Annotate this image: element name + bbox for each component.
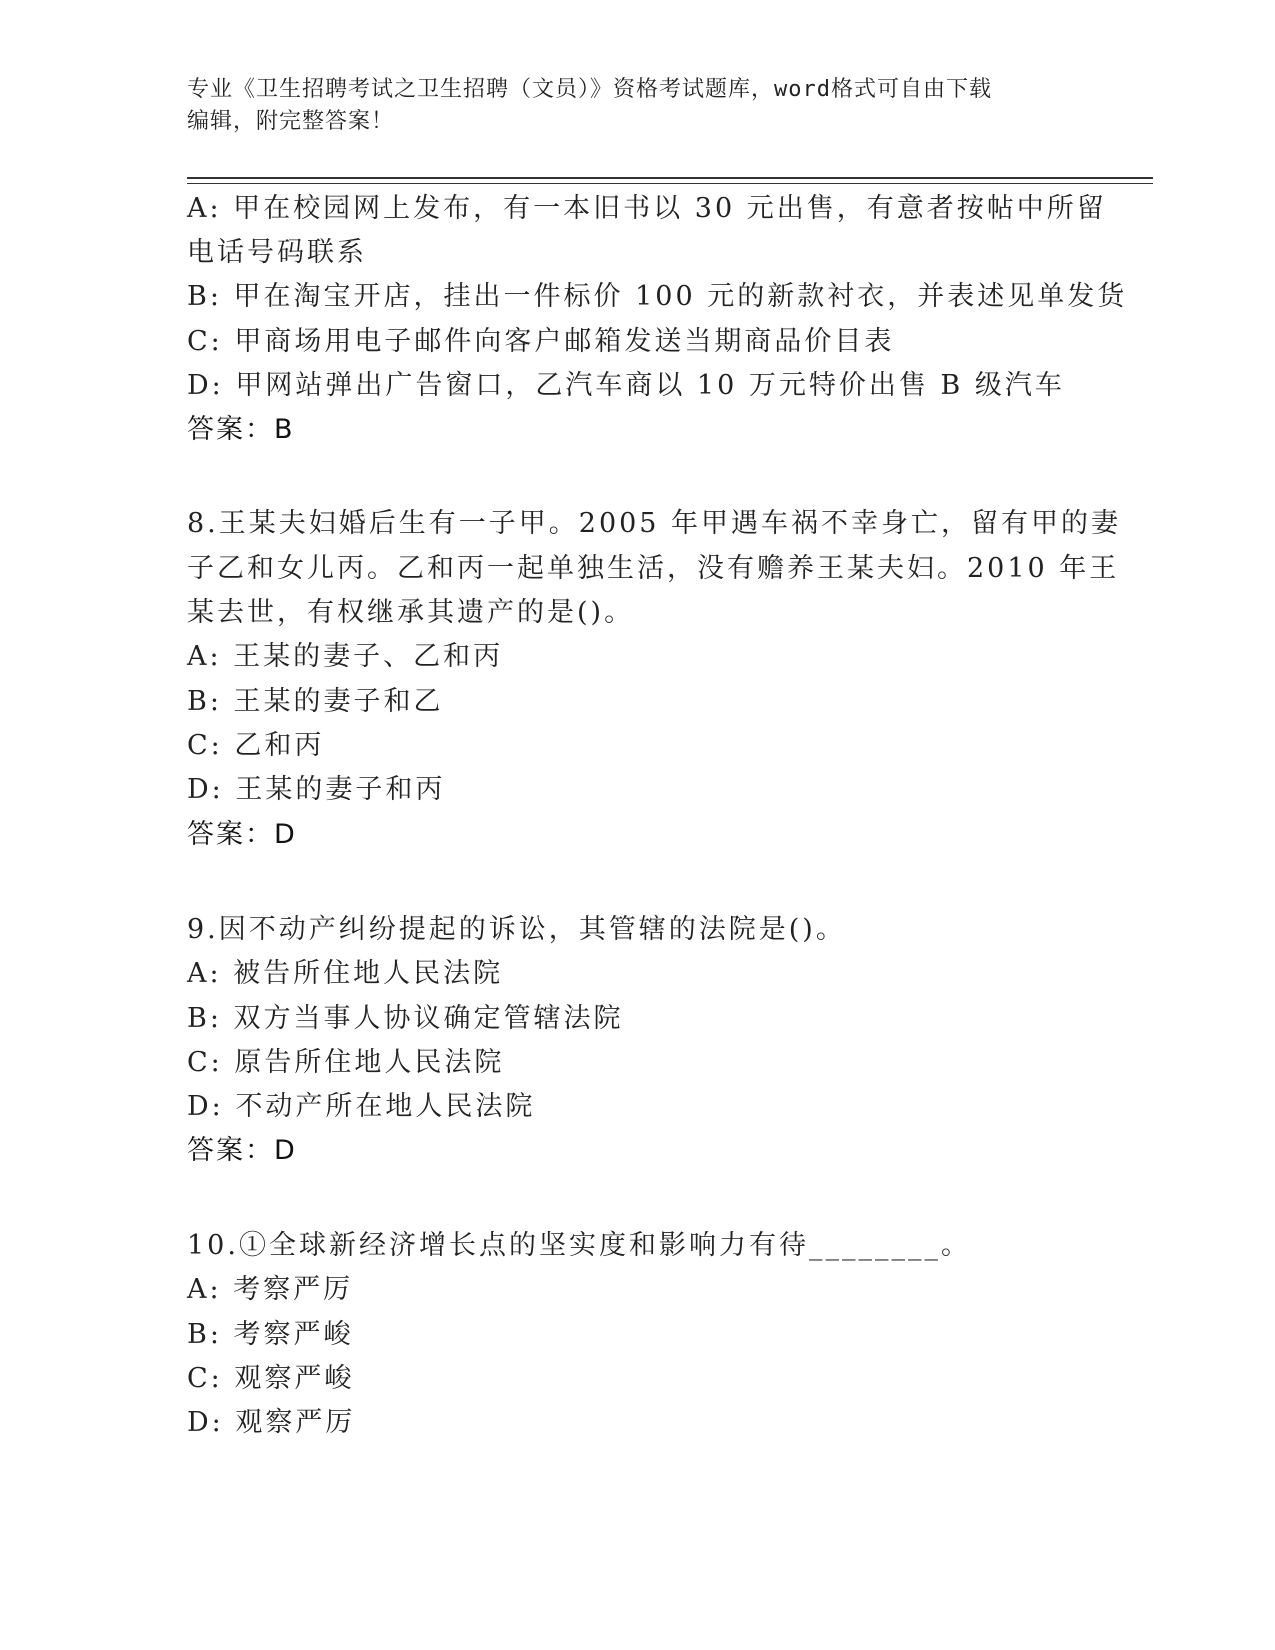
q7-option-c: C: 甲商场用电子邮件向客户邮箱发送当期商品价目表 bbox=[187, 326, 895, 357]
q8-option-b: B: 王某的妻子和乙 bbox=[187, 686, 444, 717]
q8-answer: 答案：D bbox=[187, 819, 297, 850]
q10-option-c: C: 观察严峻 bbox=[187, 1363, 355, 1394]
q9-option-c: C: 原告所住地人民法院 bbox=[187, 1047, 505, 1078]
document-header bbox=[187, 74, 1087, 138]
q9-answer: 答案：D bbox=[187, 1135, 297, 1166]
q8-option-d: D: 王某的妻子和丙 bbox=[187, 774, 446, 805]
header-line-2: 编辑，附完整答案！ bbox=[187, 109, 395, 134]
q7-option-a-line-2: 电话号码联系 bbox=[187, 237, 367, 268]
q8-stem-line-1: 8.王某夫妇婚后生有一子甲。2005 年甲遇车祸不幸身亡，留有甲的妻 bbox=[187, 508, 1122, 539]
q9-option-b: B: 双方当事人协议确定管辖法院 bbox=[187, 1003, 624, 1034]
q10-option-b: B: 考察严峻 bbox=[187, 1319, 354, 1350]
q10-stem: 10.①全球新经济增长点的坚实度和影响力有待________。 bbox=[187, 1230, 971, 1261]
header-line-1: 专业《卫生招聘考试之卫生招聘（文员）》资格考试题库，word格式可自由下载 bbox=[187, 77, 992, 102]
q8-option-a: A: 王某的妻子、乙和丙 bbox=[187, 641, 504, 672]
q10-option-a: A: 考察严厉 bbox=[187, 1274, 354, 1305]
q8-option-c: C: 乙和丙 bbox=[187, 730, 325, 761]
header-divider-thick bbox=[187, 177, 1153, 179]
q8-stem-line-3: 某去世，有权继承其遗产的是()。 bbox=[187, 597, 635, 628]
q7-option-b: B: 甲在淘宝开店，挂出一件标价 100 元的新款衬衣，并表述见单发货 bbox=[187, 281, 1128, 312]
q7-option-d: D: 甲网站弹出广告窗口，乙汽车商以 10 万元特价出售 B 级汽车 bbox=[187, 370, 1065, 401]
q7-answer: 答案：B bbox=[187, 414, 295, 445]
header-divider-thin bbox=[187, 183, 1153, 184]
q9-option-a: A: 被告所住地人民法院 bbox=[187, 958, 504, 989]
q9-option-d: D: 不动产所在地人民法院 bbox=[187, 1091, 536, 1122]
q9-stem: 9.因不动产纠纷提起的诉讼，其管辖的法院是()。 bbox=[187, 914, 846, 945]
q8-stem-line-2: 子乙和女儿丙。乙和丙一起单独生活，没有赡养王某夫妇。2010 年王 bbox=[187, 553, 1120, 584]
q10-option-d: D: 观察严厉 bbox=[187, 1407, 356, 1438]
q7-option-a-line-1: A: 甲在校园网上发布，有一本旧书以 30 元出售，有意者按帖中所留 bbox=[187, 193, 1107, 224]
